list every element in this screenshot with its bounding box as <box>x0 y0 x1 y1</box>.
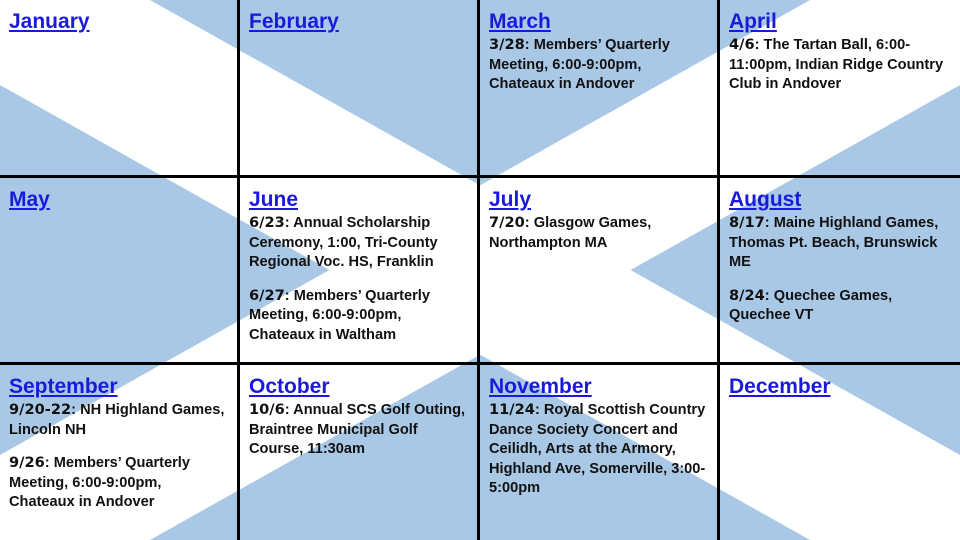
event-date: 7/20 <box>489 214 525 231</box>
month-cell-march <box>480 0 720 178</box>
event-item <box>9 400 231 440</box>
month-link-august[interactable]: August <box>729 188 802 211</box>
month-link-june[interactable]: June <box>249 188 299 211</box>
event-item <box>729 35 954 95</box>
month-cell-december <box>720 365 960 540</box>
event-details: : Maine Highland Games, Thomas Pt. Beach, Brunswick ME <box>729 215 939 271</box>
event-date: 8/24 <box>729 286 765 304</box>
event-date: 11/24 <box>489 401 535 418</box>
event-date: 6/23 <box>249 214 285 231</box>
event-item <box>489 35 711 95</box>
month-cell-october <box>240 365 480 540</box>
month-cell-april <box>720 0 960 178</box>
month-cell-february <box>240 0 480 178</box>
month-link-october[interactable]: October <box>249 375 330 398</box>
event-date: 4/6 <box>729 36 755 53</box>
month-link-december[interactable]: December <box>729 375 831 398</box>
event-item <box>489 400 711 499</box>
month-cell-july <box>480 178 720 365</box>
event-details: : Members’ Quarterly Meeting, 6:00-9:00pm, Chateaux in Waltham <box>249 287 430 343</box>
month-link-january[interactable]: January <box>9 10 90 33</box>
event-item <box>249 213 471 273</box>
event-date: 10/6 <box>249 401 285 418</box>
event-date: 3/28 <box>489 36 525 53</box>
event-details: : Royal Scottish Country Dance Society Concert and Ceilidh, Arts at the Armory, Highland Ave, Somerville, 3:00-5:00pm <box>489 402 706 497</box>
month-cell-august <box>720 178 960 365</box>
month-cell-january <box>0 0 240 178</box>
month-link-may[interactable]: May <box>9 188 50 211</box>
event-item <box>489 213 711 253</box>
event-details: : Glasgow Games, Northampton MA <box>489 215 652 251</box>
event-date: 8/17 <box>729 214 765 231</box>
month-cell-may <box>0 178 240 365</box>
event-details: : The Tartan Ball, 6:00-11:00pm, Indian Ridge Country Club in Andover <box>729 37 944 93</box>
event-details: : NH Highland Games, Lincoln NH <box>9 402 225 438</box>
event-date: 9/20-22 <box>9 401 72 418</box>
month-link-september[interactable]: September <box>9 375 118 398</box>
event-date: 6/27 <box>249 286 285 304</box>
month-link-march[interactable]: March <box>489 10 551 33</box>
event-item <box>249 400 471 460</box>
month-cell-november <box>480 365 720 540</box>
month-cell-june <box>240 178 480 365</box>
event-details: : Members’ Quarterly Meeting, 6:00-9:00pm, Chateaux in Andover <box>9 455 190 511</box>
event-details: : Annual SCS Golf Outing, Braintree Municipal Golf Course, 11:30am <box>249 402 466 458</box>
event-details: : Members’ Quarterly Meeting, 6:00-9:00pm, Chateaux in Andover <box>489 37 670 93</box>
event-details: : Quechee Games, Quechee VT <box>729 287 893 324</box>
event-date: 9/26 <box>9 454 45 472</box>
event-item <box>729 286 954 326</box>
month-cell-september <box>0 365 240 540</box>
month-link-november[interactable]: November <box>489 375 592 398</box>
event-item <box>9 453 231 513</box>
month-link-february[interactable]: February <box>249 10 339 33</box>
event-details: : Annual Scholarship Ceremony, 1:00, Tri-County Regional Voc. HS, Franklin <box>249 215 438 271</box>
month-link-july[interactable]: July <box>489 188 532 211</box>
event-item <box>729 213 954 273</box>
month-link-april[interactable]: April <box>729 10 777 33</box>
event-item <box>249 286 471 346</box>
